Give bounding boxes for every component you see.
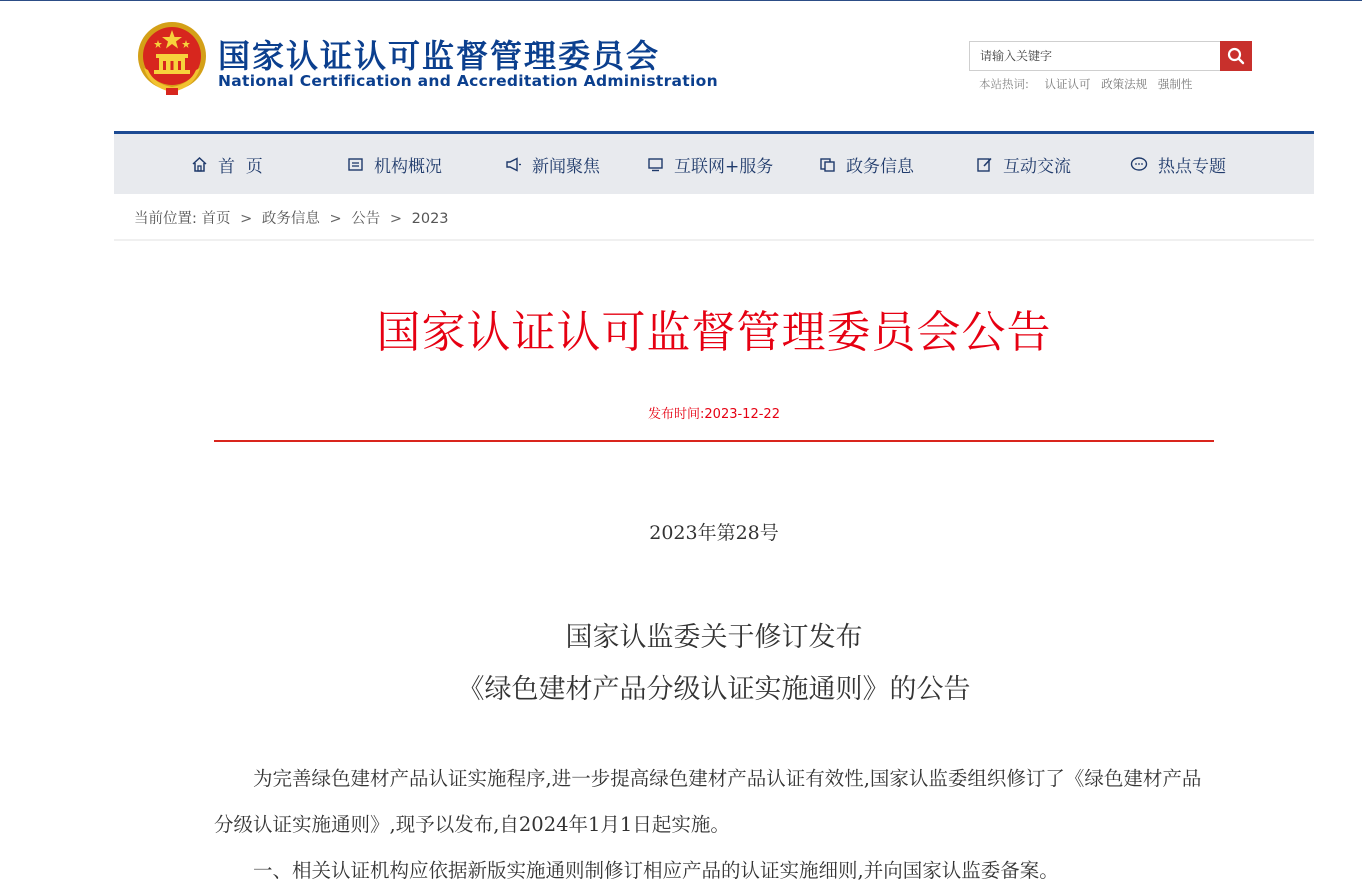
breadcrumb-separator: > xyxy=(240,211,253,227)
nav-item-label: 互联网+服务 xyxy=(674,156,774,177)
document-number: 2023年第28号 xyxy=(649,522,779,544)
red-divider xyxy=(214,440,1214,442)
chat-icon xyxy=(1130,155,1148,173)
hot-words-label: 本站热词: xyxy=(979,77,1029,91)
monitor-icon xyxy=(646,155,664,173)
nav-item-news[interactable] xyxy=(504,134,600,194)
edit-icon xyxy=(975,155,993,173)
nav-item-about[interactable] xyxy=(346,134,442,194)
search-box xyxy=(969,41,1252,71)
nav-item-label: 机构概况 xyxy=(374,156,442,177)
nav-item-label: 首 页 xyxy=(218,156,263,177)
site-subtitle: National Certification and Accreditation Administration xyxy=(218,72,718,90)
article-title: 国家认证认可监督管理委员会公告 xyxy=(376,307,1052,358)
nav-item-topics[interactable] xyxy=(1130,134,1226,194)
breadcrumb-label: 当前位置: xyxy=(134,211,197,227)
nav-item-label: 互动交流 xyxy=(1003,156,1071,177)
document-icon xyxy=(818,155,836,173)
publish-date: 发布时间:2023-12-22 xyxy=(648,407,780,422)
nav-item-label: 政务信息 xyxy=(846,156,914,177)
breadcrumb-year[interactable]: 2023 xyxy=(411,211,449,227)
site-header xyxy=(114,0,1314,130)
document-title-line: 《绿色建材产品分级认证实施通则》的公告 xyxy=(457,674,971,705)
main-nav xyxy=(114,131,1314,194)
site-title[interactable]: 国家认证认可监督管理委员会 xyxy=(218,37,661,75)
search-input[interactable] xyxy=(969,41,1221,71)
national-emblem-icon[interactable] xyxy=(136,20,208,96)
nav-item-government-info[interactable] xyxy=(818,134,914,194)
hot-word-link[interactable]: 认证认可 xyxy=(1044,77,1091,91)
hot-word-link[interactable]: 政策法规 xyxy=(1101,77,1148,91)
megaphone-icon xyxy=(504,155,522,173)
search-button[interactable] xyxy=(1220,41,1252,71)
breadcrumb xyxy=(134,207,449,228)
breadcrumb-home[interactable]: 首页 xyxy=(201,211,231,227)
breadcrumb-separator: > xyxy=(389,211,403,227)
article-paragraph: 为完善绿色建材产品认证实施程序,进一步提高绿色建材产品认证有效性,国家认监委组织修订了《绿色建材产品分级认证实施通则》,现予以发布,自2024年1月1日起实施。 xyxy=(214,767,1202,836)
hot-words xyxy=(979,76,1199,92)
breadcrumb-divider xyxy=(114,239,1314,241)
home-icon xyxy=(190,155,208,173)
document-title xyxy=(114,612,1314,716)
nav-item-internet-service[interactable] xyxy=(646,134,773,194)
document-title-line: 国家认监委关于修订发布 xyxy=(565,622,863,653)
article-paragraph: 一、相关认证机构应依据新版实施通则制修订相应产品的认证实施细则,并向国家认监委备案。 xyxy=(253,859,1059,882)
nav-item-home[interactable] xyxy=(190,134,263,194)
nav-item-label: 热点专题 xyxy=(1158,156,1226,177)
nav-item-interaction[interactable] xyxy=(975,134,1071,194)
breadcrumb-notice[interactable]: 公告 xyxy=(351,211,381,227)
breadcrumb-separator: > xyxy=(329,211,342,227)
nav-item-label: 新闻聚焦 xyxy=(532,156,600,177)
list-icon xyxy=(346,155,364,173)
hot-word-link[interactable]: 强制性 xyxy=(1157,77,1193,91)
breadcrumb-gov-info[interactable]: 政务信息 xyxy=(261,211,320,227)
search-icon xyxy=(1227,47,1245,65)
